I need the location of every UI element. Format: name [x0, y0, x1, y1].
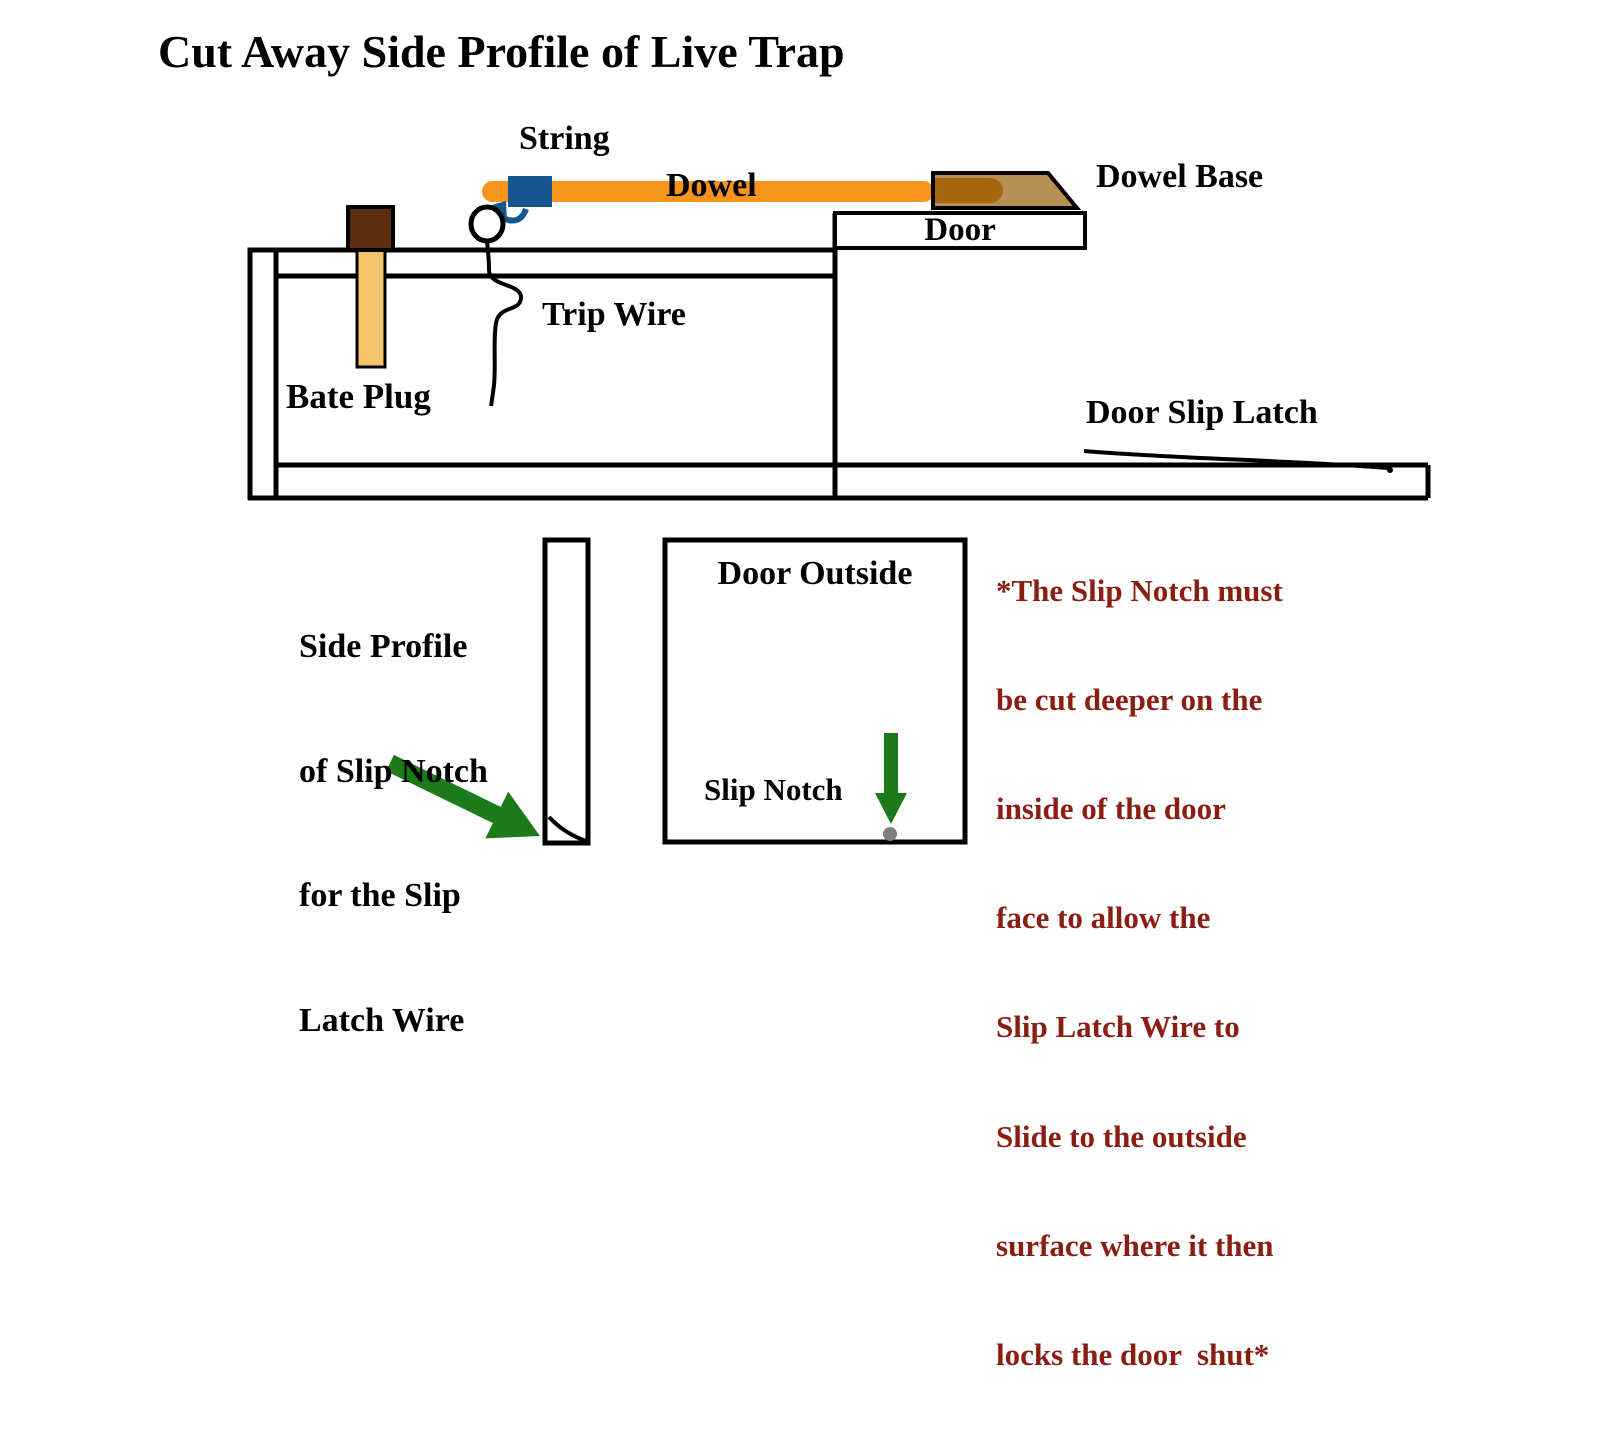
latch-wire-end-dot	[1387, 467, 1393, 473]
string-label: String	[519, 120, 610, 157]
door-label: Door	[924, 212, 996, 248]
note-line: face to allow the	[996, 900, 1211, 936]
trip-wire-loop	[471, 207, 503, 241]
slip-notch-label: Slip Notch	[704, 772, 843, 807]
door-outside-label: Door Outside	[717, 555, 913, 592]
bate-plug-stem	[357, 250, 385, 367]
dowel-end-in-base	[935, 178, 1003, 203]
note-line: surface where it then	[996, 1227, 1274, 1263]
string-block	[508, 176, 552, 207]
side-profile-caption-line: Side Profile	[299, 628, 468, 666]
slip-notch-dot	[883, 827, 897, 841]
note-line: Slip Latch Wire to	[996, 1009, 1240, 1045]
dowel-base-label: Dowel Base	[1096, 158, 1264, 195]
door-slip-latch-label: Door Slip Latch	[1086, 394, 1318, 431]
trip-wire-label: Trip Wire	[542, 296, 686, 333]
side-profile-caption-line: of Slip Notch	[299, 752, 488, 790]
note-line: inside of the door	[996, 791, 1226, 827]
dowel-label: Dowel	[666, 167, 757, 204]
slip-notch-side-board	[545, 540, 588, 843]
note-line: Slide to the outside	[996, 1118, 1247, 1154]
note-line: *The Slip Notch must	[996, 573, 1283, 609]
note-line: locks the door shut*	[996, 1336, 1270, 1372]
slip-notch-note	[996, 510, 1283, 1448]
note-line: be cut deeper on the	[996, 682, 1263, 718]
trip-wire-line	[487, 241, 521, 406]
bate-plug-label: Bate Plug	[286, 377, 431, 416]
bate-plug-cap	[348, 207, 393, 250]
side-profile-caption-line: Latch Wire	[299, 1001, 465, 1039]
side-profile-caption-line: for the Slip	[299, 877, 461, 915]
side-profile-caption	[299, 558, 488, 1127]
diagram-title: Cut Away Side Profile of Live Trap	[158, 26, 845, 77]
